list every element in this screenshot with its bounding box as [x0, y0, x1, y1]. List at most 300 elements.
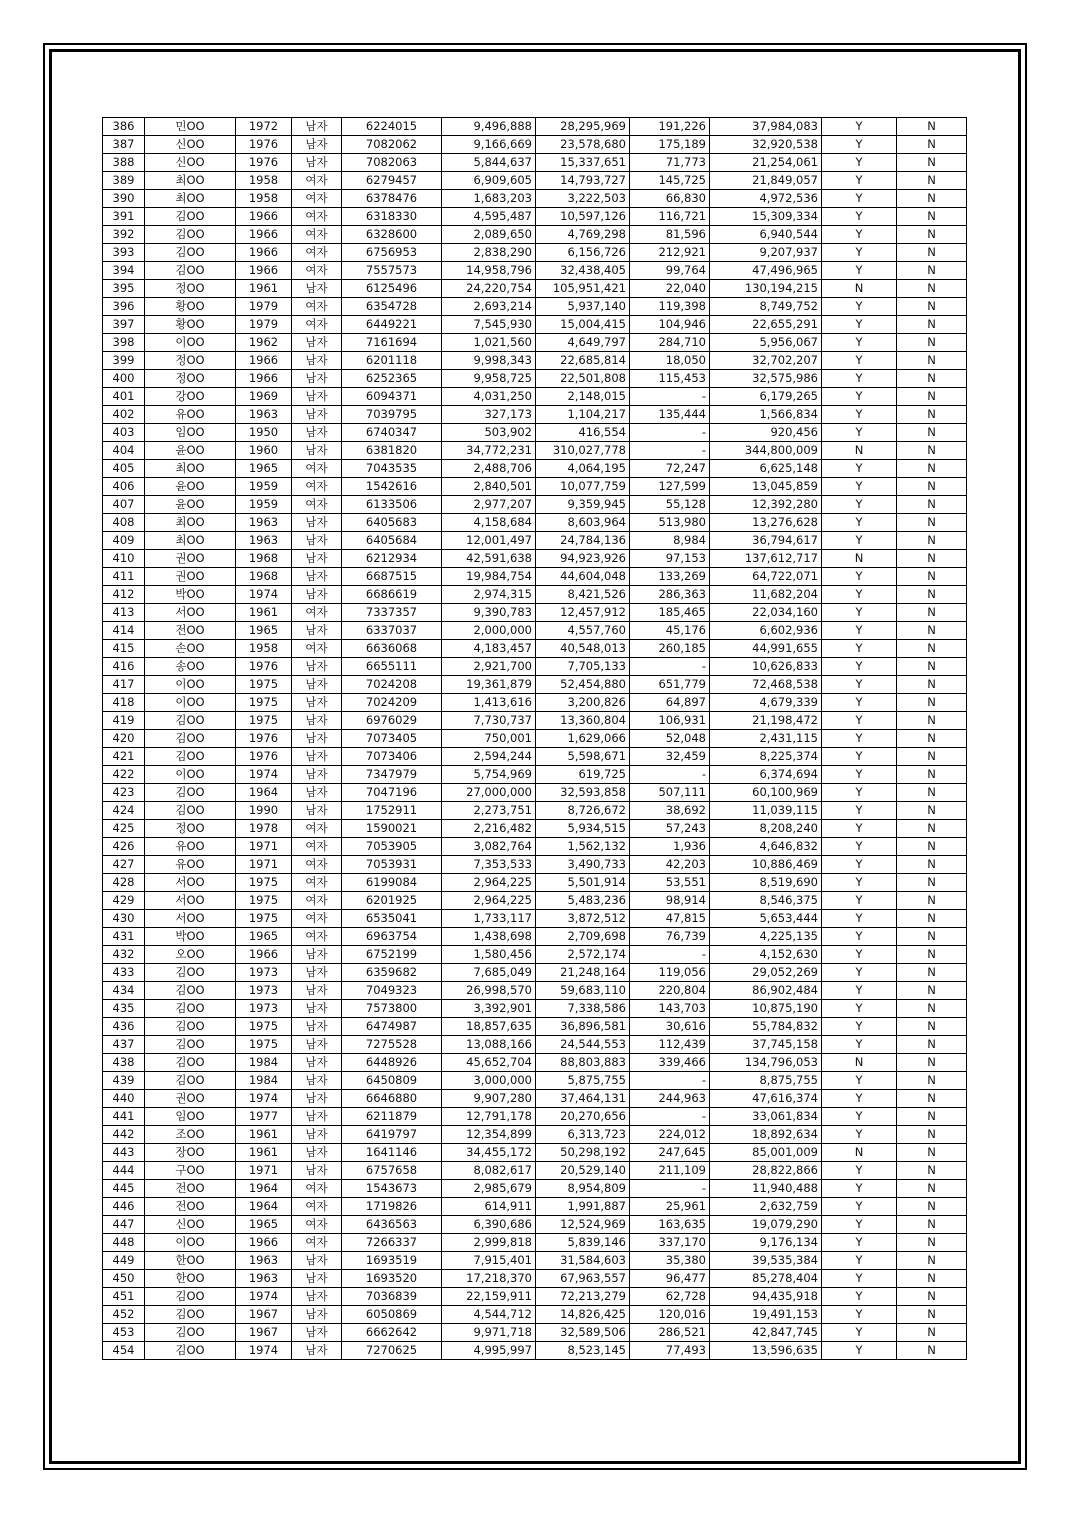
table-row	[103, 784, 967, 802]
gender-cell: 남자	[292, 1018, 342, 1036]
flag-2-cell: N	[897, 928, 967, 946]
flag-1-cell: Y	[822, 244, 897, 262]
table-row	[103, 1162, 967, 1180]
amount-2-cell: 10,077,759	[536, 478, 630, 496]
amount-2-cell: 40,548,013	[536, 640, 630, 658]
amount-1-cell: 2,216,482	[442, 820, 536, 838]
table-row	[103, 1036, 967, 1054]
name-cell: 오OO	[145, 946, 236, 964]
birth-year-cell: 1973	[236, 964, 292, 982]
gender-cell: 남자	[292, 586, 342, 604]
amount-3-cell: 185,465	[630, 604, 710, 622]
gender-cell: 여자	[292, 244, 342, 262]
gender-cell: 남자	[292, 424, 342, 442]
gender-cell: 여자	[292, 910, 342, 928]
gender-cell: 여자	[292, 190, 342, 208]
name-cell: 장OO	[145, 1144, 236, 1162]
gender-cell: 여자	[292, 1198, 342, 1216]
flag-1-cell: Y	[822, 658, 897, 676]
flag-2-cell: N	[897, 586, 967, 604]
amount-3-cell: 1,936	[630, 838, 710, 856]
name-cell: 김OO	[145, 1288, 236, 1306]
table-row	[103, 982, 967, 1000]
birth-year-cell: 1959	[236, 478, 292, 496]
name-cell: 황OO	[145, 316, 236, 334]
amount-2-cell: 20,529,140	[536, 1162, 630, 1180]
member-id-cell: 7053931	[342, 856, 442, 874]
row-number-cell: 425	[103, 820, 145, 838]
member-id-cell: 6094371	[342, 388, 442, 406]
flag-1-cell: Y	[822, 262, 897, 280]
row-number-cell: 444	[103, 1162, 145, 1180]
amount-1-cell: 1,438,698	[442, 928, 536, 946]
table-row	[103, 388, 967, 406]
name-cell: 최OO	[145, 532, 236, 550]
gender-cell: 여자	[292, 478, 342, 496]
name-cell: 전OO	[145, 622, 236, 640]
table-row	[103, 298, 967, 316]
row-number-cell: 448	[103, 1234, 145, 1252]
name-cell: 강OO	[145, 388, 236, 406]
row-number-cell: 390	[103, 190, 145, 208]
birth-year-cell: 1963	[236, 406, 292, 424]
birth-year-cell: 1974	[236, 586, 292, 604]
table-row	[103, 766, 967, 784]
name-cell: 송OO	[145, 658, 236, 676]
table-row	[103, 802, 967, 820]
name-cell: 황OO	[145, 298, 236, 316]
amount-3-cell: 32,459	[630, 748, 710, 766]
row-number-cell: 410	[103, 550, 145, 568]
amount-3-cell: 57,243	[630, 820, 710, 838]
table-row	[103, 1216, 967, 1234]
amount-1-cell: 2,977,207	[442, 496, 536, 514]
amount-1-cell: 8,082,617	[442, 1162, 536, 1180]
row-number-cell: 436	[103, 1018, 145, 1036]
member-id-cell: 7053905	[342, 838, 442, 856]
amount-1-cell: 1,683,203	[442, 190, 536, 208]
flag-2-cell: N	[897, 478, 967, 496]
birth-year-cell: 1966	[236, 370, 292, 388]
amount-3-cell: 98,914	[630, 892, 710, 910]
name-cell: 최OO	[145, 190, 236, 208]
member-id-cell: 7043535	[342, 460, 442, 478]
amount-3-cell: 247,645	[630, 1144, 710, 1162]
flag-2-cell: N	[897, 244, 967, 262]
name-cell: 박OO	[145, 928, 236, 946]
total-amount-cell: 130,194,215	[710, 280, 822, 298]
name-cell: 윤OO	[145, 442, 236, 460]
flag-1-cell: Y	[822, 478, 897, 496]
birth-year-cell: 1975	[236, 892, 292, 910]
gender-cell: 남자	[292, 1270, 342, 1288]
name-cell: 김OO	[145, 1018, 236, 1036]
amount-2-cell: 36,896,581	[536, 1018, 630, 1036]
amount-3-cell: 212,921	[630, 244, 710, 262]
total-amount-cell: 2,431,115	[710, 730, 822, 748]
name-cell: 김OO	[145, 1306, 236, 1324]
table-row	[103, 1108, 967, 1126]
member-id-cell: 6450809	[342, 1072, 442, 1090]
amount-2-cell: 3,490,733	[536, 856, 630, 874]
total-amount-cell: 42,847,745	[710, 1324, 822, 1342]
row-number-cell: 412	[103, 586, 145, 604]
birth-year-cell: 1977	[236, 1108, 292, 1126]
row-number-cell: 454	[103, 1342, 145, 1360]
birth-year-cell: 1961	[236, 604, 292, 622]
member-id-cell: 7024209	[342, 694, 442, 712]
gender-cell: 여자	[292, 298, 342, 316]
amount-2-cell: 7,338,586	[536, 1000, 630, 1018]
amount-2-cell: 28,295,969	[536, 118, 630, 136]
total-amount-cell: 55,784,832	[710, 1018, 822, 1036]
birth-year-cell: 1964	[236, 1198, 292, 1216]
member-id-cell: 7337357	[342, 604, 442, 622]
total-amount-cell: 85,278,404	[710, 1270, 822, 1288]
row-number-cell: 426	[103, 838, 145, 856]
table-row	[103, 244, 967, 262]
amount-2-cell: 1,629,066	[536, 730, 630, 748]
flag-1-cell: Y	[822, 1252, 897, 1270]
name-cell: 유OO	[145, 856, 236, 874]
birth-year-cell: 1974	[236, 1288, 292, 1306]
amount-2-cell: 32,589,506	[536, 1324, 630, 1342]
total-amount-cell: 9,176,134	[710, 1234, 822, 1252]
member-id-cell: 6535041	[342, 910, 442, 928]
member-id-cell: 7270625	[342, 1342, 442, 1360]
birth-year-cell: 1971	[236, 838, 292, 856]
amount-3-cell: 76,739	[630, 928, 710, 946]
flag-2-cell: N	[897, 874, 967, 892]
flag-1-cell: Y	[822, 1306, 897, 1324]
flag-1-cell: Y	[822, 802, 897, 820]
amount-3-cell: 175,189	[630, 136, 710, 154]
name-cell: 이OO	[145, 334, 236, 352]
gender-cell: 남자	[292, 370, 342, 388]
total-amount-cell: 33,061,834	[710, 1108, 822, 1126]
table-row	[103, 496, 967, 514]
birth-year-cell: 1966	[236, 208, 292, 226]
flag-1-cell: Y	[822, 928, 897, 946]
amount-3-cell: 72,247	[630, 460, 710, 478]
table-row	[103, 748, 967, 766]
amount-2-cell: 6,156,726	[536, 244, 630, 262]
amount-1-cell: 9,971,718	[442, 1324, 536, 1342]
total-amount-cell: 47,616,374	[710, 1090, 822, 1108]
name-cell: 김OO	[145, 748, 236, 766]
amount-1-cell: 4,995,997	[442, 1342, 536, 1360]
amount-1-cell: 9,958,725	[442, 370, 536, 388]
total-amount-cell: 5,956,067	[710, 334, 822, 352]
amount-3-cell: 145,725	[630, 172, 710, 190]
row-number-cell: 447	[103, 1216, 145, 1234]
amount-1-cell: 2,840,501	[442, 478, 536, 496]
row-number-cell: 392	[103, 226, 145, 244]
member-id-cell: 6212934	[342, 550, 442, 568]
amount-1-cell: 13,088,166	[442, 1036, 536, 1054]
total-amount-cell: 9,207,937	[710, 244, 822, 262]
table-row	[103, 928, 967, 946]
amount-1-cell: 503,902	[442, 424, 536, 442]
table-row	[103, 154, 967, 172]
total-amount-cell: 920,456	[710, 424, 822, 442]
records-table-body	[103, 118, 967, 1360]
table-row	[103, 424, 967, 442]
amount-2-cell: 14,793,727	[536, 172, 630, 190]
total-amount-cell: 8,875,755	[710, 1072, 822, 1090]
amount-1-cell: 2,000,000	[442, 622, 536, 640]
row-number-cell: 453	[103, 1324, 145, 1342]
birth-year-cell: 1971	[236, 856, 292, 874]
amount-2-cell: 32,593,858	[536, 784, 630, 802]
flag-1-cell: Y	[822, 676, 897, 694]
birth-year-cell: 1964	[236, 784, 292, 802]
member-id-cell: 6740347	[342, 424, 442, 442]
member-id-cell: 1641146	[342, 1144, 442, 1162]
gender-cell: 여자	[292, 1180, 342, 1198]
total-amount-cell: 36,794,617	[710, 532, 822, 550]
name-cell: 한OO	[145, 1270, 236, 1288]
row-number-cell: 409	[103, 532, 145, 550]
amount-2-cell: 50,298,192	[536, 1144, 630, 1162]
name-cell: 김OO	[145, 1342, 236, 1360]
flag-2-cell: N	[897, 1252, 967, 1270]
amount-1-cell: 27,000,000	[442, 784, 536, 802]
amount-2-cell: 44,604,048	[536, 568, 630, 586]
row-number-cell: 419	[103, 712, 145, 730]
row-number-cell: 439	[103, 1072, 145, 1090]
member-id-cell: 6752199	[342, 946, 442, 964]
amount-1-cell: 7,353,533	[442, 856, 536, 874]
member-id-cell: 6646880	[342, 1090, 442, 1108]
member-id-cell: 6378476	[342, 190, 442, 208]
flag-1-cell: Y	[822, 586, 897, 604]
name-cell: 정OO	[145, 280, 236, 298]
gender-cell: 남자	[292, 550, 342, 568]
name-cell: 전OO	[145, 1198, 236, 1216]
table-row	[103, 1072, 967, 1090]
flag-2-cell: N	[897, 514, 967, 532]
total-amount-cell: 85,001,009	[710, 1144, 822, 1162]
amount-1-cell: 4,183,457	[442, 640, 536, 658]
row-number-cell: 420	[103, 730, 145, 748]
flag-2-cell: N	[897, 622, 967, 640]
name-cell: 김OO	[145, 964, 236, 982]
table-row	[103, 676, 967, 694]
gender-cell: 남자	[292, 118, 342, 136]
amount-1-cell: 4,158,684	[442, 514, 536, 532]
table-row	[103, 1306, 967, 1324]
total-amount-cell: 2,632,759	[710, 1198, 822, 1216]
name-cell: 최OO	[145, 514, 236, 532]
gender-cell: 남자	[292, 730, 342, 748]
amount-3-cell: 64,897	[630, 694, 710, 712]
member-id-cell: 7036839	[342, 1288, 442, 1306]
name-cell: 이OO	[145, 676, 236, 694]
flag-2-cell: N	[897, 1000, 967, 1018]
row-number-cell: 414	[103, 622, 145, 640]
table-row	[103, 1198, 967, 1216]
total-amount-cell: 13,045,859	[710, 478, 822, 496]
table-row	[103, 1234, 967, 1252]
flag-1-cell: Y	[822, 784, 897, 802]
birth-year-cell: 1961	[236, 280, 292, 298]
birth-year-cell: 1975	[236, 712, 292, 730]
birth-year-cell: 1965	[236, 928, 292, 946]
birth-year-cell: 1965	[236, 1216, 292, 1234]
table-row	[103, 208, 967, 226]
amount-1-cell: 6,390,686	[442, 1216, 536, 1234]
amount-2-cell: 52,454,880	[536, 676, 630, 694]
flag-1-cell: Y	[822, 208, 897, 226]
gender-cell: 남자	[292, 280, 342, 298]
amount-1-cell: 9,998,343	[442, 352, 536, 370]
amount-1-cell: 17,218,370	[442, 1270, 536, 1288]
birth-year-cell: 1966	[236, 244, 292, 262]
gender-cell: 남자	[292, 802, 342, 820]
amount-3-cell: -	[630, 766, 710, 784]
row-number-cell: 388	[103, 154, 145, 172]
table-row	[103, 1324, 967, 1342]
amount-2-cell: 72,213,279	[536, 1288, 630, 1306]
birth-year-cell: 1978	[236, 820, 292, 838]
flag-2-cell: N	[897, 1054, 967, 1072]
table-row	[103, 730, 967, 748]
birth-year-cell: 1976	[236, 136, 292, 154]
member-id-cell: 6252365	[342, 370, 442, 388]
row-number-cell: 405	[103, 460, 145, 478]
birth-year-cell: 1972	[236, 118, 292, 136]
flag-2-cell: N	[897, 442, 967, 460]
member-id-cell: 6279457	[342, 172, 442, 190]
name-cell: 박OO	[145, 586, 236, 604]
amount-1-cell: 1,021,560	[442, 334, 536, 352]
flag-1-cell: Y	[822, 514, 897, 532]
table-row	[103, 1000, 967, 1018]
member-id-cell: 6133506	[342, 496, 442, 514]
flag-1-cell: Y	[822, 946, 897, 964]
flag-1-cell: Y	[822, 532, 897, 550]
birth-year-cell: 1963	[236, 1270, 292, 1288]
birth-year-cell: 1974	[236, 1090, 292, 1108]
birth-year-cell: 1959	[236, 496, 292, 514]
total-amount-cell: 22,655,291	[710, 316, 822, 334]
flag-2-cell: N	[897, 1018, 967, 1036]
amount-3-cell: 339,466	[630, 1054, 710, 1072]
member-id-cell: 6662642	[342, 1324, 442, 1342]
birth-year-cell: 1966	[236, 262, 292, 280]
amount-3-cell: 115,453	[630, 370, 710, 388]
member-id-cell: 7024208	[342, 676, 442, 694]
amount-3-cell: 286,363	[630, 586, 710, 604]
table-row	[103, 658, 967, 676]
amount-2-cell: 12,524,969	[536, 1216, 630, 1234]
member-id-cell: 6224015	[342, 118, 442, 136]
table-row	[103, 1270, 967, 1288]
row-number-cell: 430	[103, 910, 145, 928]
table-row	[103, 1126, 967, 1144]
name-cell: 김OO	[145, 784, 236, 802]
name-cell: 신OO	[145, 136, 236, 154]
total-amount-cell: 29,052,269	[710, 964, 822, 982]
name-cell: 김OO	[145, 802, 236, 820]
birth-year-cell: 1966	[236, 352, 292, 370]
birth-year-cell: 1958	[236, 190, 292, 208]
total-amount-cell: 94,435,918	[710, 1288, 822, 1306]
flag-2-cell: N	[897, 658, 967, 676]
amount-3-cell: 244,963	[630, 1090, 710, 1108]
row-number-cell: 418	[103, 694, 145, 712]
amount-1-cell: 7,545,930	[442, 316, 536, 334]
table-row	[103, 1252, 967, 1270]
flag-1-cell: Y	[822, 172, 897, 190]
total-amount-cell: 86,902,484	[710, 982, 822, 1000]
total-amount-cell: 11,039,115	[710, 802, 822, 820]
total-amount-cell: 22,034,160	[710, 604, 822, 622]
flag-2-cell: N	[897, 1198, 967, 1216]
table-row	[103, 550, 967, 568]
table-row	[103, 1018, 967, 1036]
gender-cell: 여자	[292, 856, 342, 874]
amount-3-cell: 42,203	[630, 856, 710, 874]
flag-2-cell: N	[897, 262, 967, 280]
total-amount-cell: 6,179,265	[710, 388, 822, 406]
table-row	[103, 622, 967, 640]
amount-2-cell: 5,937,140	[536, 298, 630, 316]
member-id-cell: 7161694	[342, 334, 442, 352]
table-row	[103, 712, 967, 730]
amount-3-cell: 143,703	[630, 1000, 710, 1018]
amount-3-cell: -	[630, 658, 710, 676]
row-number-cell: 408	[103, 514, 145, 532]
name-cell: 김OO	[145, 1054, 236, 1072]
gender-cell: 남자	[292, 658, 342, 676]
amount-1-cell: 7,685,049	[442, 964, 536, 982]
gender-cell: 여자	[292, 1216, 342, 1234]
table-row	[103, 1054, 967, 1072]
amount-3-cell: 104,946	[630, 316, 710, 334]
flag-2-cell: N	[897, 1072, 967, 1090]
gender-cell: 남자	[292, 1252, 342, 1270]
amount-1-cell: 24,220,754	[442, 280, 536, 298]
name-cell: 권OO	[145, 1090, 236, 1108]
amount-3-cell: 8,984	[630, 532, 710, 550]
name-cell: 신OO	[145, 154, 236, 172]
amount-3-cell: 99,764	[630, 262, 710, 280]
flag-1-cell: Y	[822, 226, 897, 244]
member-id-cell: 7082062	[342, 136, 442, 154]
amount-1-cell: 7,730,737	[442, 712, 536, 730]
gender-cell: 여자	[292, 820, 342, 838]
total-amount-cell: 8,546,375	[710, 892, 822, 910]
name-cell: 유OO	[145, 838, 236, 856]
flag-2-cell: N	[897, 712, 967, 730]
amount-2-cell: 15,337,651	[536, 154, 630, 172]
flag-2-cell: N	[897, 1090, 967, 1108]
gender-cell: 남자	[292, 1324, 342, 1342]
name-cell: 구OO	[145, 1162, 236, 1180]
amount-1-cell: 2,273,751	[442, 802, 536, 820]
amount-1-cell: 3,000,000	[442, 1072, 536, 1090]
amount-2-cell: 15,004,415	[536, 316, 630, 334]
row-number-cell: 395	[103, 280, 145, 298]
row-number-cell: 398	[103, 334, 145, 352]
amount-1-cell: 3,082,764	[442, 838, 536, 856]
birth-year-cell: 1971	[236, 1162, 292, 1180]
total-amount-cell: 13,596,635	[710, 1342, 822, 1360]
name-cell: 윤OO	[145, 478, 236, 496]
amount-3-cell: 45,176	[630, 622, 710, 640]
